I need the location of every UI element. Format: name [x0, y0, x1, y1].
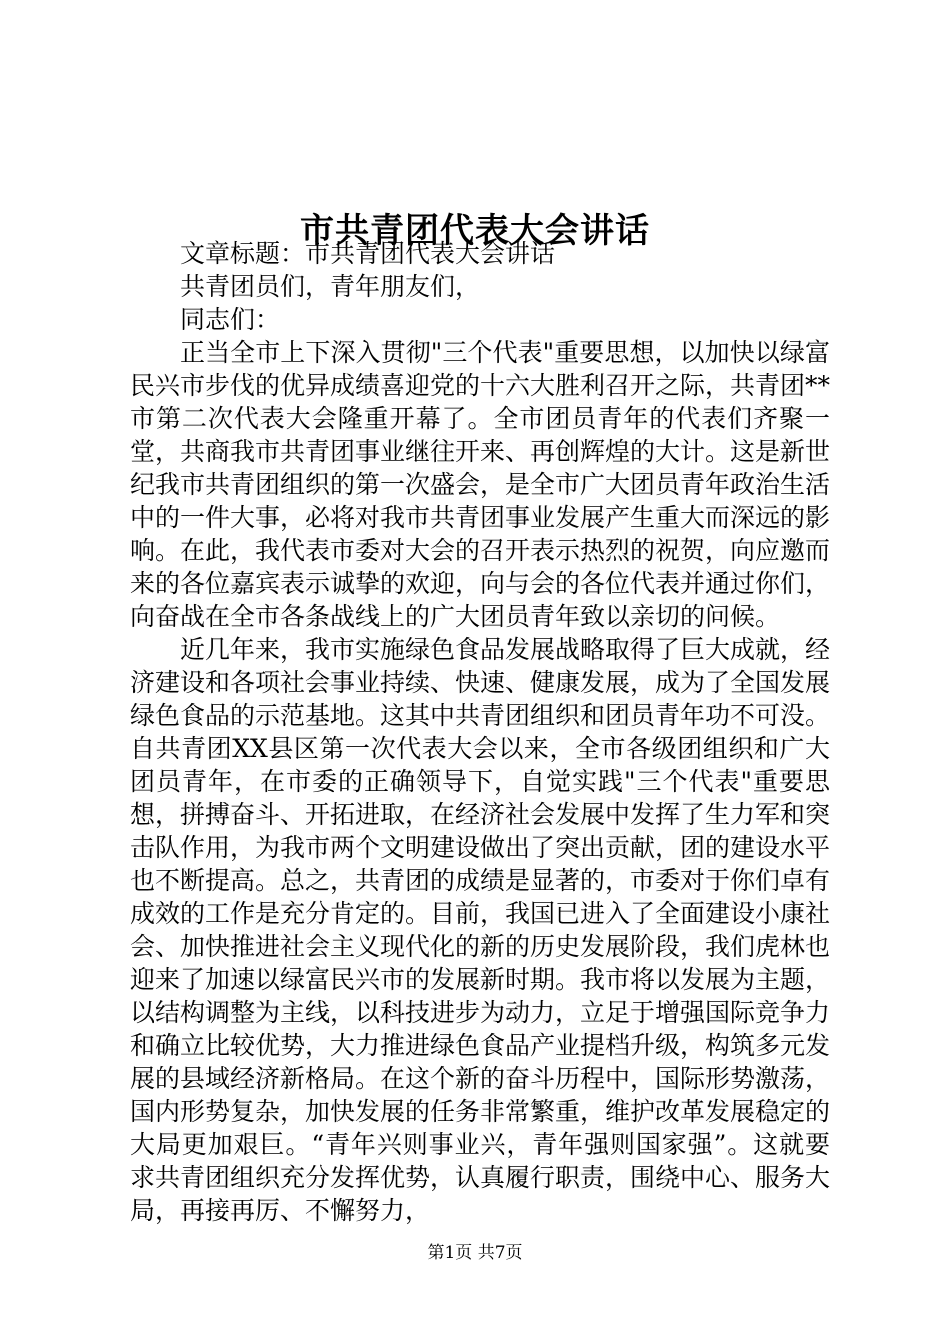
document-body	[130, 237, 830, 1227]
salutation-line: 同志们：	[180, 305, 281, 334]
body-paragraph: 近几年来，我市实施绿色食品发展战略取得了巨大成就，经济建设和各项社会事业持续、快速、健康发展，成为了全国发展绿色食品的示范基地。这其中共青团组织和团员青年功不可没。自共青团XX县区第一次代表大会以来，全市各级团组织和广大团员青年，在市委的正确领导下，自觉实践"三个代表"重要思想，拼搏奋斗、开拓进取，在经济社会发展中发挥了生力军和突击队作用，为我市两个文明建设做出了突出贡献，团的建设水平也不断提高。总之，共青团的成绩是显著的，市委对于你们卓有成效的工作是充分肯定的。目前，我国已进入了全面建设小康社会、加快推进社会主义现代化的新的历史发展阶段，我们虎林也迎来了加速以绿富民兴市的发展新时期。我市将以发展为主题，以结构调整为主线，以科技进步为动力，立足于增强国际竞争力和确立比较优势，大力推进绿色食品产业提档升级，构筑多元发展的县域经济新格局。在这个新的奋斗历程中，国际形势激荡，国内形势复杂，加快发展的任务非常繁重，维护改革发展稳定的大局更加艰巨。“青年兴则事业兴，青年强则国家强”。这就要求共青团组织充分发挥优势，认真履行职责，围绕中心、服务大局，再接再厉、不懈努力，	[130, 635, 831, 1225]
page-footer: 第1页 共7页	[427, 1243, 523, 1263]
body-paragraph: 正当全市上下深入贯彻"三个代表"重要思想，以加快以绿富民兴市步伐的优异成绩喜迎党的十六大胜利召开之际，共青团**市第二次代表大会隆重开幕了。全市团员青年的代表们齐聚一堂，共商我市共青团事业继往开来、再创辉煌的大计。这是新世纪我市共青团组织的第一次盛会，是全市广大团员青年政治生活中的一件大事，必将对我市共青团事业发展产生重大而深远的影响。在此，我代表市委对大会的召开表示热烈的祝贺，向应邀而来的各位嘉宾表示诚挚的欢迎，向与会的各位代表并通过你们，向奋战在全市各条战线上的广大团员青年致以亲切的问候。	[130, 338, 831, 631]
article-title-line: 文章标题：市共青团代表大会讲话	[180, 239, 556, 268]
salutation-line: 共青团员们，青年朋友们，	[180, 272, 481, 301]
page-title: 市共青团代表大会讲话	[300, 210, 650, 251]
